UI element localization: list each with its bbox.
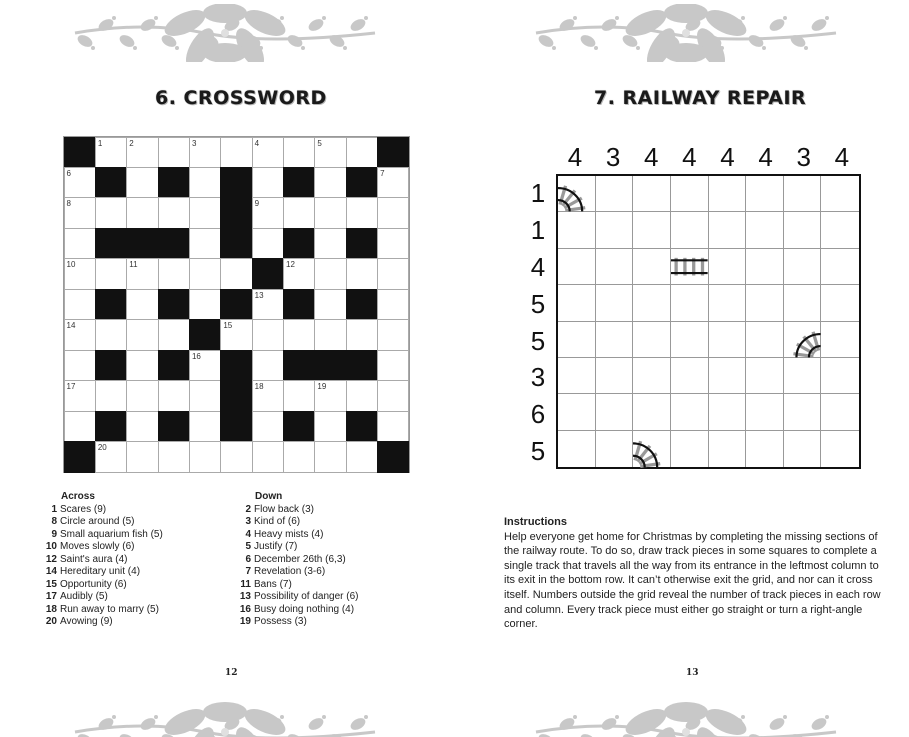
railway-cell[interactable] — [633, 176, 671, 212]
black-square — [95, 350, 127, 381]
row-clue: 3 — [530, 362, 546, 393]
row-clue: 5 — [530, 325, 546, 356]
railway-cell[interactable] — [596, 322, 634, 358]
railway-cell[interactable] — [558, 431, 596, 467]
railway-cell[interactable] — [821, 285, 859, 321]
railway-cell[interactable] — [709, 249, 747, 285]
railway-cell[interactable] — [746, 176, 784, 212]
railway-cell[interactable] — [746, 431, 784, 467]
black-square — [220, 167, 252, 198]
crossword-cell[interactable] — [189, 167, 221, 198]
crossword-cell[interactable] — [283, 380, 315, 411]
black-square — [158, 289, 190, 320]
black-square — [252, 258, 284, 289]
column-clue: 4 — [720, 142, 735, 172]
crossword-cell[interactable] — [377, 228, 409, 259]
crossword-cell[interactable] — [377, 289, 409, 320]
crossword-cell[interactable] — [64, 258, 96, 289]
railway-cell[interactable] — [784, 212, 822, 248]
railway-cell[interactable] — [784, 176, 822, 212]
clue-number: 19 — [239, 616, 251, 627]
clue-number: 5 — [245, 541, 251, 552]
clue-text: Bans (7) — [254, 578, 292, 590]
crossword-cell[interactable] — [95, 441, 127, 472]
clue-number: 11 — [129, 260, 138, 270]
black-square — [158, 350, 190, 381]
crossword-cell[interactable] — [158, 319, 190, 350]
instructions-text: Help everyone get home for Christmas by completing the missing sections of the railway route. To do so, draw track pieces in some squares to complete a single track that travels all the way from its entrance in the leftmost column to its exit in the bottom row. It can’t otherwise exit the grid, and nor can it cross itself. Numbers outside the grid reveal the number of track pieces in each row and column. Every track piece must either go straight or turn a right-angle corner. — [504, 530, 881, 631]
crossword-cell[interactable] — [158, 197, 190, 228]
crossword-cell[interactable] — [126, 350, 158, 381]
clue-text: Small aquarium fish (5) — [60, 528, 163, 540]
railway-cell[interactable] — [558, 212, 596, 248]
clue-text: Saint's aura (4) — [60, 553, 128, 565]
across-clue — [40, 529, 163, 542]
crossword-grid[interactable] — [63, 136, 410, 473]
clue-text: Audibly (5) — [60, 591, 108, 602]
crossword-cell[interactable] — [189, 350, 221, 381]
column-clue: 3 — [605, 142, 621, 172]
column-clue: 4 — [644, 142, 659, 172]
holly-ornament-top-left-icon — [65, 4, 385, 62]
railway-cell[interactable] — [709, 394, 747, 430]
crossword-cell[interactable] — [189, 441, 221, 472]
crossword-cell[interactable] — [252, 167, 284, 198]
down-clue — [234, 529, 359, 542]
crossword-cell[interactable] — [346, 380, 378, 411]
clue-text: Avowing (9) — [60, 616, 113, 627]
crossword-cell[interactable] — [158, 441, 190, 472]
black-square — [346, 167, 378, 198]
railway-cell[interactable] — [709, 358, 747, 394]
clue-number: 18 — [254, 382, 264, 392]
crossword-cell[interactable] — [126, 411, 158, 442]
across-clue — [40, 566, 163, 579]
railway-cell[interactable] — [746, 249, 784, 285]
crossword-cell[interactable] — [283, 137, 315, 168]
clue-text: Run away to marry (5) — [60, 603, 159, 615]
down-clue — [234, 516, 359, 529]
clue-number: 16 — [239, 603, 251, 615]
crossword-cell[interactable] — [314, 197, 346, 228]
black-square — [283, 289, 315, 320]
black-square — [95, 228, 127, 259]
clue-text: Heavy mists (4) — [254, 528, 324, 540]
railway-cell[interactable] — [558, 249, 596, 285]
railway-cell[interactable] — [821, 176, 859, 212]
black-square — [283, 167, 315, 198]
railway-cell[interactable] — [821, 212, 859, 248]
curved-track-icon — [784, 322, 822, 358]
railway-cell[interactable] — [784, 285, 822, 321]
across-clue — [40, 554, 163, 567]
crossword-cell[interactable] — [64, 319, 96, 350]
down-clue — [234, 579, 359, 592]
crossword-cell[interactable] — [126, 258, 158, 289]
railway-cell[interactable] — [709, 176, 747, 212]
instructions-heading: Instructions — [504, 516, 567, 528]
railway-cell[interactable] — [671, 322, 709, 358]
railway-title: 7. RAILWAY REPAIR — [594, 87, 807, 109]
crossword-cell[interactable] — [158, 137, 190, 168]
instructions — [504, 515, 884, 632]
crossword-cell[interactable] — [220, 319, 252, 350]
down-clue — [234, 554, 359, 567]
across-clue — [40, 504, 163, 517]
railway-cell[interactable] — [671, 176, 709, 212]
black-square — [95, 167, 127, 198]
crossword-cell[interactable] — [64, 350, 96, 381]
down-clue — [234, 541, 359, 554]
crossword-cell[interactable] — [64, 380, 96, 411]
railway-grid[interactable] — [556, 174, 861, 469]
black-square — [377, 441, 409, 472]
black-square — [314, 350, 346, 381]
railway-cell[interactable] — [596, 285, 634, 321]
crossword-cell[interactable] — [189, 197, 221, 228]
railway-cell[interactable] — [596, 394, 634, 430]
clue-number: 13 — [254, 290, 264, 300]
black-square — [283, 350, 315, 381]
crossword-cell[interactable] — [126, 319, 158, 350]
railway-cell[interactable] — [671, 212, 709, 248]
crossword-cell[interactable] — [126, 289, 158, 320]
clue-number: 4 — [254, 138, 260, 148]
clue-number: 8 — [51, 516, 57, 527]
railway-cell[interactable] — [671, 431, 709, 467]
crossword-cell[interactable] — [314, 258, 346, 289]
crossword-cell[interactable] — [64, 411, 96, 442]
clue-number: 2 — [245, 503, 251, 515]
black-square — [346, 350, 378, 381]
railway-cell[interactable] — [596, 176, 634, 212]
black-square — [189, 319, 221, 350]
clue-number: 20 — [97, 443, 107, 453]
crossword-cell[interactable] — [377, 197, 409, 228]
crossword-cell[interactable] — [252, 411, 284, 442]
railway-cell[interactable] — [633, 322, 671, 358]
clue-number: 13 — [239, 591, 251, 602]
railway-cell[interactable] — [709, 322, 747, 358]
crossword-cell[interactable] — [377, 350, 409, 381]
crossword-cell[interactable] — [314, 289, 346, 320]
clue-number: 3 — [245, 516, 251, 527]
railway-cell[interactable] — [821, 322, 859, 358]
clue-number: 9 — [254, 199, 260, 209]
black-square — [158, 411, 190, 442]
across-clues — [40, 491, 163, 629]
railway-cell[interactable] — [821, 394, 859, 430]
crossword-cell[interactable] — [283, 441, 315, 472]
crossword-cell[interactable] — [189, 411, 221, 442]
crossword-cell[interactable] — [158, 258, 190, 289]
clue-number: 6 — [245, 553, 251, 565]
crossword-cell[interactable] — [252, 289, 284, 320]
railway-cell[interactable] — [633, 285, 671, 321]
railway-cell[interactable] — [784, 358, 822, 394]
clue-text: Hereditary unit (4) — [60, 566, 141, 577]
crossword-cell[interactable] — [314, 441, 346, 472]
railway-cell[interactable] — [558, 322, 596, 358]
railway-cell[interactable] — [821, 358, 859, 394]
page-number: 12 — [225, 668, 238, 678]
clue-number: 7 — [245, 566, 251, 577]
black-square — [64, 441, 96, 472]
clue-number: 5 — [317, 138, 322, 148]
clue-number: 8 — [66, 199, 71, 209]
down-clue — [234, 604, 359, 617]
clue-text: Revelation (3-6) — [254, 566, 326, 577]
clue-number: 20 — [45, 616, 57, 627]
down-clue — [234, 504, 359, 517]
railway-cell[interactable] — [596, 212, 634, 248]
row-clue: 6 — [530, 399, 546, 430]
black-square — [283, 411, 315, 442]
crossword-cell[interactable] — [220, 258, 252, 289]
black-square — [220, 350, 252, 381]
black-square — [346, 411, 378, 442]
across-clue — [40, 591, 163, 604]
railway-cell[interactable] — [558, 358, 596, 394]
railway-cell[interactable] — [709, 212, 747, 248]
railway-cell[interactable] — [671, 358, 709, 394]
clue-number: 17 — [45, 591, 57, 602]
clue-number: 15 — [45, 578, 57, 590]
crossword-cell[interactable] — [346, 258, 378, 289]
crossword-cell[interactable] — [126, 137, 158, 168]
crossword-cell[interactable] — [252, 350, 284, 381]
crossword-cell[interactable] — [252, 319, 284, 350]
railway-cell[interactable] — [633, 358, 671, 394]
clue-text: Kind of (6) — [254, 516, 301, 527]
railway-cell[interactable] — [709, 285, 747, 321]
railway-cell[interactable] — [746, 358, 784, 394]
crossword-cell[interactable] — [252, 441, 284, 472]
crossword-cell[interactable] — [126, 441, 158, 472]
holly-ornament-bottom-right-icon — [526, 672, 846, 737]
railway-cell[interactable] — [633, 249, 671, 285]
clue-text: Busy doing nothing (4) — [254, 603, 355, 615]
down-clue — [234, 566, 359, 579]
railway-cell[interactable] — [671, 394, 709, 430]
clue-text: Justify (7) — [254, 541, 298, 552]
clue-number: 14 — [66, 321, 76, 331]
clue-text: Possibility of danger (6) — [254, 591, 359, 602]
clue-number: 1 — [97, 138, 103, 148]
crossword-cell[interactable] — [220, 137, 252, 168]
row-clue: 5 — [530, 288, 546, 319]
column-clue: 4 — [758, 142, 773, 172]
crossword-title: 6. CROSSWORD — [155, 87, 327, 109]
curved-track-icon — [633, 431, 671, 467]
row-clue: 5 — [530, 436, 546, 467]
railway-cell[interactable] — [746, 322, 784, 358]
black-square — [95, 289, 127, 320]
crossword-cell[interactable] — [64, 289, 96, 320]
across-clue — [40, 516, 163, 529]
clue-number: 2 — [129, 138, 134, 148]
crossword-cell[interactable] — [314, 411, 346, 442]
crossword-cell[interactable] — [95, 380, 127, 411]
crossword-cell[interactable] — [64, 228, 96, 259]
railway-cell[interactable] — [596, 431, 634, 467]
crossword-cell[interactable] — [283, 319, 315, 350]
across-clue — [40, 541, 163, 554]
column-clue: 4 — [682, 142, 697, 172]
black-square — [220, 289, 252, 320]
railway-cell[interactable] — [746, 394, 784, 430]
crossword-cell[interactable] — [126, 380, 158, 411]
black-square — [126, 228, 158, 259]
crossword-cell[interactable] — [314, 380, 346, 411]
black-square — [220, 380, 252, 411]
railway-cell[interactable] — [633, 394, 671, 430]
across-clue — [40, 616, 163, 629]
black-square — [220, 411, 252, 442]
crossword-cell[interactable] — [95, 258, 127, 289]
clue-number: 18 — [45, 603, 57, 615]
row-clue: 1 — [530, 178, 546, 208]
railway-cell[interactable] — [821, 249, 859, 285]
holly-ornament-top-right-icon — [526, 4, 846, 62]
crossword-cell[interactable] — [189, 289, 221, 320]
across-clue — [40, 604, 163, 617]
crossword-cell[interactable] — [346, 319, 378, 350]
clue-number: 11 — [240, 578, 251, 590]
clue-number: 1 — [51, 503, 57, 515]
crossword-cell[interactable] — [314, 137, 346, 168]
holly-ornament-bottom-left-icon — [65, 672, 385, 737]
straight-track-icon — [671, 249, 709, 285]
railway-cell[interactable] — [821, 431, 859, 467]
crossword-cell[interactable] — [220, 441, 252, 472]
down-clue — [234, 616, 359, 629]
crossword-cell[interactable] — [377, 167, 409, 198]
crossword-cell[interactable] — [95, 319, 127, 350]
crossword-cell[interactable] — [283, 197, 315, 228]
black-square — [377, 137, 409, 168]
black-square — [220, 228, 252, 259]
railway-cell[interactable] — [784, 394, 822, 430]
clue-text: Possess (3) — [254, 616, 307, 627]
crossword-cell[interactable] — [189, 137, 221, 168]
page-number: 13 — [686, 668, 699, 678]
crossword-cell[interactable] — [346, 197, 378, 228]
railway-cell[interactable] — [746, 212, 784, 248]
clue-number: 7 — [380, 168, 385, 178]
railway-cell[interactable] — [558, 285, 596, 321]
row-clue: 4 — [530, 251, 546, 282]
railway-cell[interactable] — [746, 285, 784, 321]
column-clue: 4 — [567, 142, 583, 172]
crossword-cell[interactable] — [252, 197, 284, 228]
clue-number: 10 — [45, 541, 57, 552]
black-square — [158, 228, 190, 259]
crossword-cell[interactable] — [189, 380, 221, 411]
railway-cell[interactable] — [784, 249, 822, 285]
crossword-cell[interactable] — [377, 319, 409, 350]
crossword-cell[interactable] — [126, 197, 158, 228]
black-square — [158, 167, 190, 198]
railway-cell[interactable] — [671, 285, 709, 321]
clue-number: 12 — [286, 260, 295, 270]
black-square — [346, 289, 378, 320]
clue-number: 14 — [45, 566, 57, 577]
clue-number: 16 — [191, 351, 201, 361]
railway-cell[interactable] — [784, 431, 822, 467]
crossword-cell[interactable] — [377, 380, 409, 411]
crossword-cell[interactable] — [252, 228, 284, 259]
crossword-cell[interactable] — [189, 228, 221, 259]
black-square — [64, 137, 96, 168]
clue-text: December 26th (6,3) — [254, 553, 346, 565]
railway-cell[interactable] — [558, 394, 596, 430]
crossword-cell[interactable] — [95, 137, 127, 168]
crossword-cell[interactable] — [126, 167, 158, 198]
clue-text: Opportunity (6) — [60, 578, 127, 590]
clue-number: 3 — [191, 138, 197, 148]
railway-cell[interactable] — [633, 212, 671, 248]
down-heading: Down — [255, 491, 283, 502]
crossword-cell[interactable] — [314, 319, 346, 350]
black-square — [283, 228, 315, 259]
crossword-cell[interactable] — [314, 167, 346, 198]
left-page — [0, 0, 454, 737]
crossword-cell[interactable] — [346, 137, 378, 168]
crossword-cell[interactable] — [189, 258, 221, 289]
crossword-cell[interactable] — [377, 258, 409, 289]
crossword-cell[interactable] — [158, 380, 190, 411]
crossword-cell[interactable] — [95, 197, 127, 228]
clue-number: 4 — [245, 528, 251, 540]
crossword-cell[interactable] — [64, 167, 96, 198]
clue-number: 10 — [66, 260, 76, 270]
railway-cell[interactable] — [596, 358, 634, 394]
clue-number: 15 — [223, 321, 233, 331]
clue-text: Flow back (3) — [254, 503, 315, 515]
clue-number: 9 — [51, 528, 57, 540]
crossword-cell[interactable] — [377, 411, 409, 442]
crossword-cell[interactable] — [252, 380, 284, 411]
row-clue: 1 — [530, 214, 546, 245]
clue-number: 6 — [66, 168, 71, 178]
column-clue: 3 — [796, 142, 811, 172]
clue-text: Moves slowly (6) — [60, 541, 135, 552]
railway-cell[interactable] — [596, 249, 634, 285]
clue-number: 12 — [45, 553, 57, 565]
crossword-cell[interactable] — [283, 258, 315, 289]
crossword-cell[interactable] — [252, 137, 284, 168]
crossword-cell[interactable] — [314, 228, 346, 259]
black-square — [95, 411, 127, 442]
clue-text: Circle around (5) — [60, 516, 135, 527]
black-square — [220, 197, 252, 228]
column-clue: 4 — [834, 142, 850, 172]
railway-cell[interactable] — [709, 431, 747, 467]
clue-text: Scares (9) — [60, 503, 107, 515]
curved-track-icon — [558, 176, 596, 212]
down-clue — [234, 591, 359, 604]
crossword-cell[interactable] — [346, 441, 378, 472]
clue-number: 17 — [66, 382, 76, 392]
clue-number: 19 — [317, 382, 327, 392]
crossword-cell[interactable] — [64, 197, 96, 228]
across-heading: Across — [61, 491, 95, 502]
down-clues — [234, 491, 359, 629]
black-square — [346, 228, 378, 259]
across-clue — [40, 579, 163, 592]
